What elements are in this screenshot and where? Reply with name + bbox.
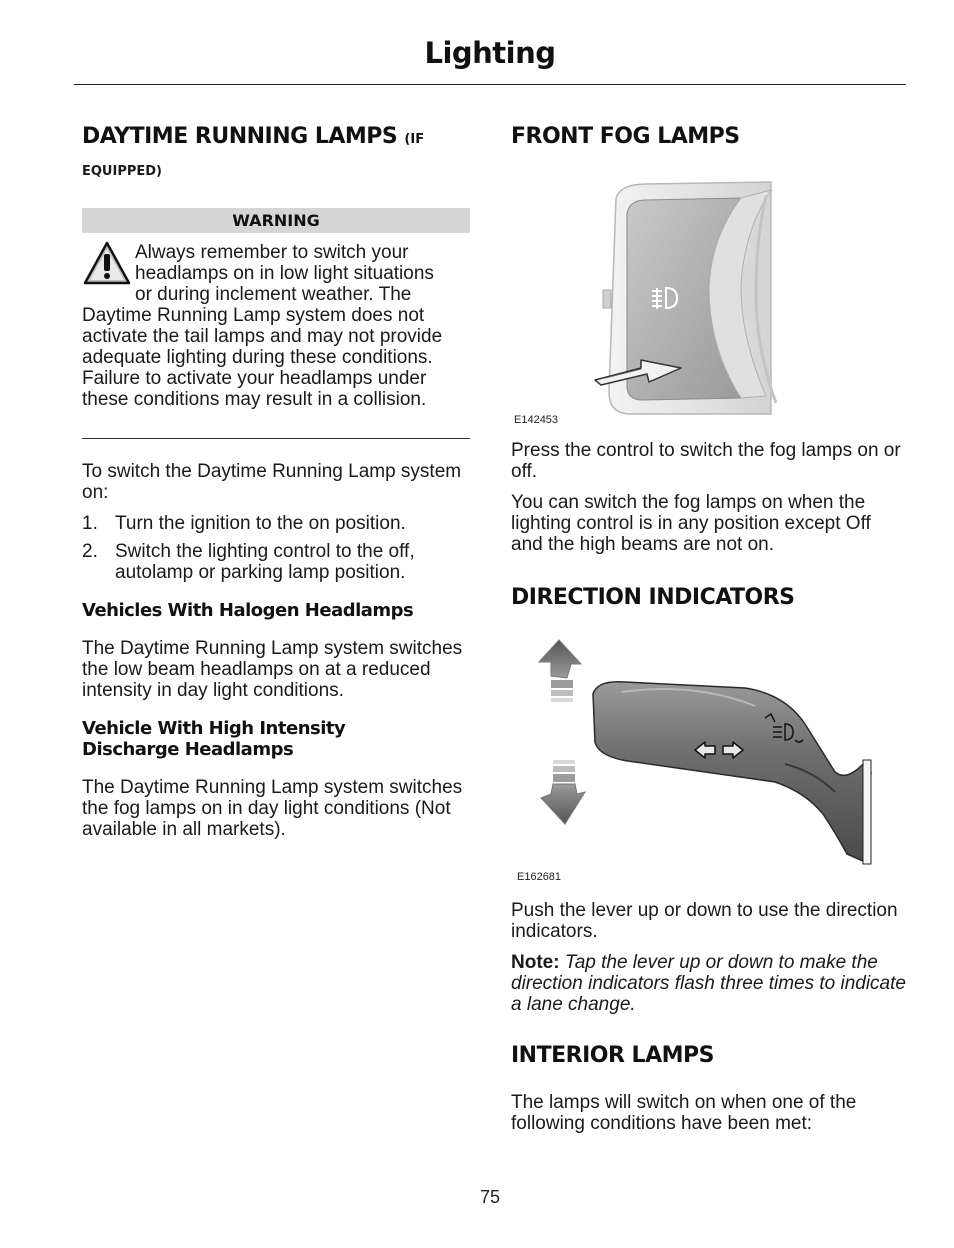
interior-heading: INTERIOR LAMPS (511, 1043, 714, 1068)
direction-heading: DIRECTION INDICATORS (511, 585, 795, 610)
list-text: Switch the lighting control to the off, autolamp or parking lamp position. (115, 541, 415, 583)
fog-text-2: You can switch the fog lamps on when the lighting control is in any position except Off and the high beams are not on. (511, 492, 871, 555)
warning-triangle-icon (82, 240, 132, 286)
page-number: 75 (479, 1187, 501, 1207)
list-number: 1. (82, 513, 98, 534)
page-title: Lighting (424, 36, 556, 70)
warning-line: Always remember to switch your (135, 242, 409, 263)
note-label: Note: (511, 952, 560, 973)
title-divider (74, 84, 906, 85)
down-arrow-icon (541, 760, 585, 824)
warning-line: or during inclement weather. The (135, 284, 412, 305)
fog-text-1: Press the control to switch the fog lamps on or off. (511, 440, 901, 482)
direction-figure-code: E162681 (517, 871, 562, 883)
halogen-text: The Daytime Running Lamp system switches the low beam headlamps on at a reduced intensity in day light conditions. (82, 638, 463, 701)
list-text: Turn the ignition to the on position. (115, 513, 406, 534)
drl-heading (82, 124, 424, 149)
note-text: Tap the lever up or down to make the direction indicators flash three times to indicate a lane change. (511, 952, 906, 1015)
warning-text-first (135, 242, 475, 305)
drl-switch-intro: To switch the Daytime Running Lamp system on: (82, 461, 462, 503)
list-number: 2. (82, 541, 98, 562)
interior-text: The lamps will switch on when one of the following conditions have been met: (511, 1092, 857, 1134)
up-arrow-icon (539, 640, 581, 702)
warning-line: headlamps on in low light situations (135, 263, 434, 284)
drl-heading-suffix: (IF (404, 132, 425, 147)
drl-heading-line2: EQUIPPED) (82, 164, 162, 179)
drl-heading-text: DAYTIME RUNNING LAMPS (82, 124, 398, 149)
warning-bottom-rule (82, 438, 470, 439)
direction-note (511, 952, 906, 1015)
direction-indicator-figure (535, 632, 887, 868)
warning-box (82, 240, 470, 440)
warning-label: WARNING (82, 208, 470, 233)
direction-text: Push the lever up or down to use the direction indicators. (511, 900, 898, 942)
fog-heading: FRONT FOG LAMPS (511, 124, 740, 149)
hid-heading: Vehicle With High Intensity Discharge Headlamps (82, 718, 346, 760)
halogen-heading: Vehicles With Halogen Headlamps (82, 600, 414, 621)
hid-text: The Daytime Running Lamp system switches the fog lamps on in day light conditions (Not available in all markets). (82, 777, 463, 840)
warning-text-rest: Daytime Running Lamp system does not activate the tail lamps and may not provide adequate lighting during these conditions. Failure to activate your headlamps under these conditions may result in a collision. (82, 305, 443, 410)
fog-lamp-figure (591, 178, 881, 418)
fog-figure-code: E142453 (514, 414, 559, 426)
